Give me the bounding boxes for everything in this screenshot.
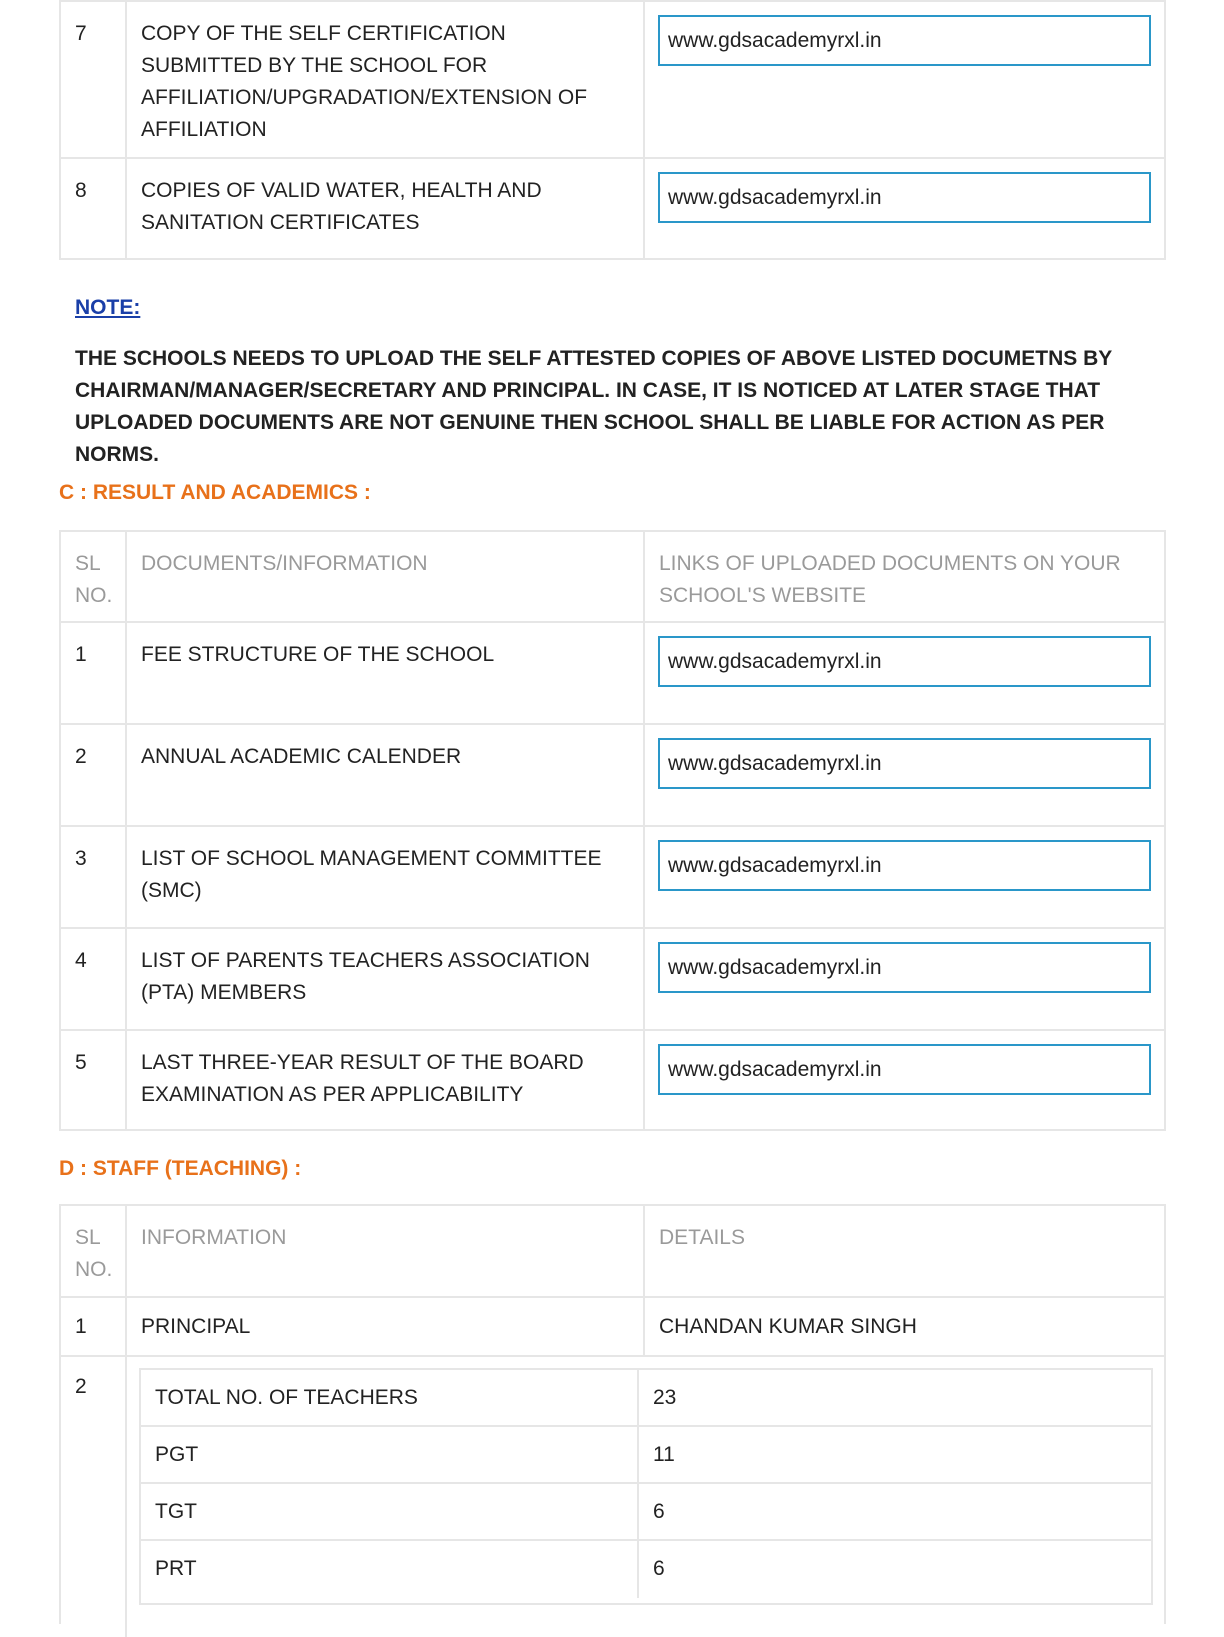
documents-table bbox=[59, 0, 1166, 260]
table-row bbox=[61, 1298, 1164, 1357]
teacher-category-label: PGT bbox=[141, 1427, 639, 1482]
table-row bbox=[61, 929, 1164, 1031]
row-number: 3 bbox=[61, 827, 127, 927]
document-name: COPY OF THE SELF CERTIFICATION SUBMITTED BY THE SCHOOL FOR AFFILIATION/UPGRADATION/EXTENSION OF AFFILIATION bbox=[127, 2, 645, 157]
teacher-count: 6 bbox=[653, 1557, 665, 1580]
row-number: 1 bbox=[61, 623, 127, 723]
table-row bbox=[61, 623, 1164, 725]
note-text: THE SCHOOLS NEEDS TO UPLOAD THE SELF ATTESTED COPIES OF ABOVE LISTED DOCUMETNS BY CHAIRMAN/MANAGER/SECRETARY AND PRINCIPAL. IN CASE, IT IS NOTICED AT LATER STAGE THAT UPLOADED DOCUMENTS ARE NOT GENUINE THEN SCHOOL SHALL BE LIABLE FOR ACTION AS PER NORMS. bbox=[75, 347, 1112, 466]
teacher-category-label: TOTAL NO. OF TEACHERS bbox=[141, 1370, 639, 1425]
document-link-field[interactable]: www.gdsacademyrxl.in bbox=[658, 942, 1151, 993]
header-sl-no: SL NO. bbox=[61, 1206, 127, 1296]
header-documents: DOCUMENTS/INFORMATION bbox=[127, 532, 645, 621]
table-row bbox=[61, 725, 1164, 827]
row-number: 2 bbox=[61, 725, 127, 825]
table-row bbox=[61, 827, 1164, 929]
table-row bbox=[141, 1484, 1151, 1541]
document-name: FEE STRUCTURE OF THE SCHOOL bbox=[127, 623, 645, 723]
document-name: ANNUAL ACADEMIC CALENDER bbox=[127, 725, 645, 825]
row-number: 4 bbox=[61, 929, 127, 1029]
document-name: LIST OF SCHOOL MANAGEMENT COMMITTEE (SMC) bbox=[127, 827, 645, 927]
result-academics-table bbox=[59, 530, 1166, 1131]
table-row bbox=[61, 159, 1164, 258]
teacher-category-label: TGT bbox=[141, 1484, 639, 1539]
teacher-count: 11 bbox=[653, 1443, 675, 1466]
row-number: 5 bbox=[61, 1031, 127, 1129]
table-row bbox=[61, 2, 1164, 159]
information-label: PRINCIPAL bbox=[127, 1298, 645, 1355]
document-link-field[interactable]: www.gdsacademyrxl.in bbox=[658, 1044, 1151, 1095]
row-number: 2 bbox=[61, 1357, 127, 1637]
row-number: 1 bbox=[61, 1298, 127, 1355]
header-sl-no: SL NO. bbox=[61, 532, 127, 621]
section-d-title: D : STAFF (TEACHING) : bbox=[59, 1157, 302, 1180]
teachers-count-table bbox=[139, 1368, 1153, 1605]
section-c-title: C : RESULT AND ACADEMICS : bbox=[59, 481, 371, 504]
row-number: 8 bbox=[61, 159, 127, 258]
document-link-field[interactable]: www.gdsacademyrxl.in bbox=[658, 172, 1151, 223]
table-row bbox=[141, 1541, 1151, 1598]
document-link-field[interactable]: www.gdsacademyrxl.in bbox=[658, 15, 1151, 66]
document-link-field[interactable]: www.gdsacademyrxl.in bbox=[658, 738, 1151, 789]
header-details: DETAILS bbox=[659, 1226, 745, 1249]
table-header-row bbox=[61, 1206, 1164, 1298]
document-name: LAST THREE-YEAR RESULT OF THE BOARD EXAMINATION AS PER APPLICABILITY bbox=[127, 1031, 645, 1129]
header-links: LINKS OF UPLOADED DOCUMENTS ON YOUR SCHOOL'S WEBSITE bbox=[659, 552, 1121, 607]
principal-name: CHANDAN KUMAR SINGH bbox=[659, 1315, 917, 1338]
table-row bbox=[61, 1031, 1164, 1129]
header-information: INFORMATION bbox=[127, 1206, 645, 1296]
table-row bbox=[141, 1370, 1151, 1427]
document-link-field[interactable]: www.gdsacademyrxl.in bbox=[658, 636, 1151, 687]
document-name: COPIES OF VALID WATER, HEALTH AND SANITATION CERTIFICATES bbox=[127, 159, 645, 258]
document-link-field[interactable]: www.gdsacademyrxl.in bbox=[658, 840, 1151, 891]
table-header-row bbox=[61, 532, 1164, 623]
teacher-count: 6 bbox=[653, 1500, 665, 1523]
note-label: NOTE: bbox=[75, 296, 141, 319]
row-number: 7 bbox=[61, 2, 127, 157]
teacher-count: 23 bbox=[653, 1386, 677, 1409]
table-row bbox=[141, 1427, 1151, 1484]
teacher-category-label: PRT bbox=[141, 1541, 639, 1598]
document-name: LIST OF PARENTS TEACHERS ASSOCIATION (PTA) MEMBERS bbox=[127, 929, 645, 1029]
